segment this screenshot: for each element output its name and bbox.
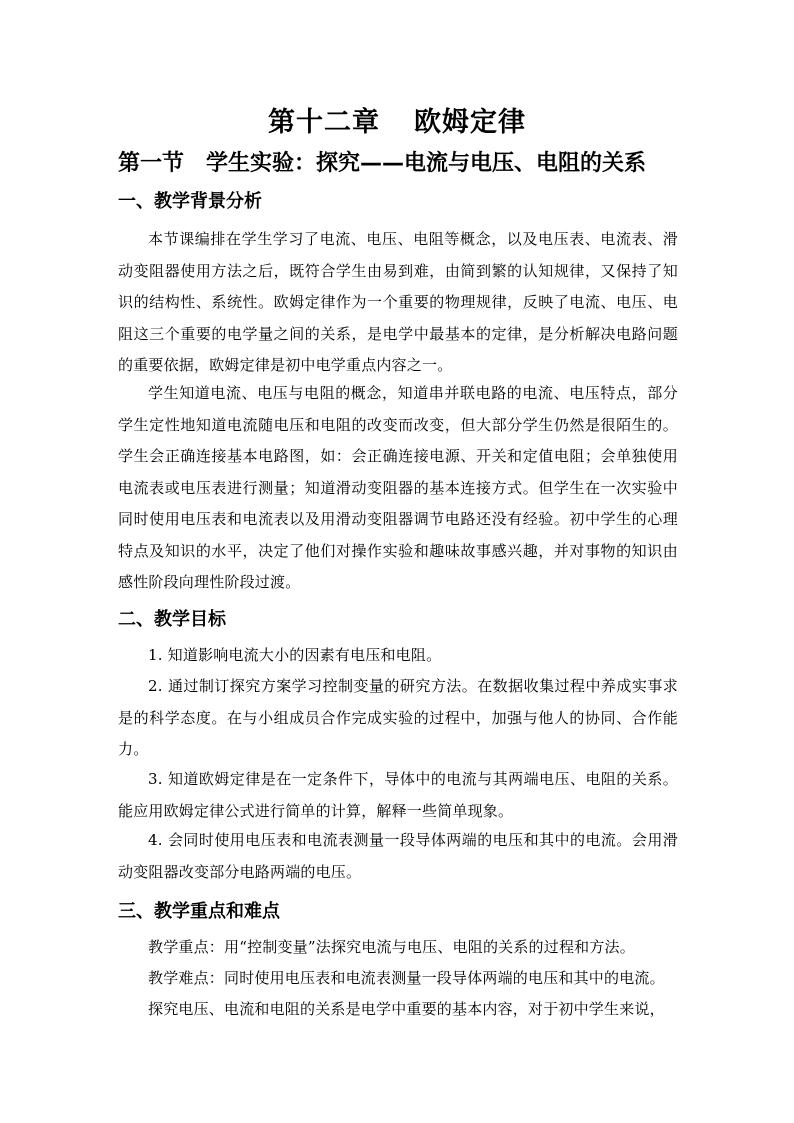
- key-point-focus: 教学重点：用“控制变量”法探究电流与电压、电阻的关系的过程和方法。: [148, 938, 635, 956]
- heading-objectives: 二、教学目标: [118, 609, 226, 630]
- objective-item-2: 2. 通过制订探究方案学习控制变量的研究方法。在数据收集过程中养成实事求是的科学态度。在与小组成员合作完成实验的过程中，加强与他人的协同、合作能力。: [118, 677, 678, 758]
- background-paragraph-2: 学生知道电流、电压与电阻的概念，知道串并联电路的电流、电压特点，部分学生定性地知道电流随电压和电阻的改变而改变，但大部分学生仍然是很陌生的。学生会正确连接基本电路图，如：会正确连接电源、开关和定值电阻；会单独使用电流表或电压表进行测量；知道滑动变阻器的基本连接方式。但学生在一次实验中同时使用电压表和电流表以及用滑动变阻器调节电路还没有经验。初中学生的心理特点及知识的水平，决定了他们对操作实验和趣味故事感兴趣，并对事物的知识由感性阶段向理性阶段过渡。: [118, 384, 678, 591]
- section-name: 学生实验：探究——电流与电压、电阻的关系: [206, 151, 647, 176]
- heading-background: 一、教学背景分析: [118, 191, 262, 212]
- section-title: [118, 146, 718, 177]
- chapter-name: 欧姆定律: [414, 107, 526, 138]
- chapter-title: [0, 100, 794, 139]
- chapter-number: 第十二章: [268, 107, 380, 138]
- objective-item-4: 4. 会同时使用电压表和电流表测量一段导体两端的电压和其中的电流。会用滑动变阻器改变部分电路两端的电压。: [118, 831, 678, 881]
- background-paragraph-1: 本节课编排在学生学习了电流、电压、电阻等概念，以及电压表、电流表、滑动变阻器使用方法之后，既符合学生由易到难，由简到繁的认知规律，又保持了知识的结构性、系统性。欧姆定律作为一个重要的物理规律，反映了电流、电压、电阻这三个重要的电学量之间的关系，是电学中最基本的定律，是分析解决电路问题的重要依据，欧姆定律是初中电学重点内容之一。: [118, 230, 678, 374]
- section-number: 第一节: [118, 151, 185, 176]
- heading-key-points: 三、教学重点和难点: [118, 901, 280, 922]
- objective-item-1: 1. 知道影响电流大小的因素有电压和电阻。: [148, 646, 442, 664]
- objective-item-3: 3. 知道欧姆定律是在一定条件下，导体中的电流与其两端电压、电阻的关系。能应用欧姆定律公式进行简单的计算，解释一些简单现象。: [118, 770, 678, 820]
- key-point-difficulty: 教学难点：同时使用电压表和电流表测量一段导体两端的电压和其中的电流。: [148, 969, 665, 987]
- key-point-note: 探究电压、电流和电阻的关系是电学中重要的基本内容，对于初中学生来说，: [148, 1000, 665, 1018]
